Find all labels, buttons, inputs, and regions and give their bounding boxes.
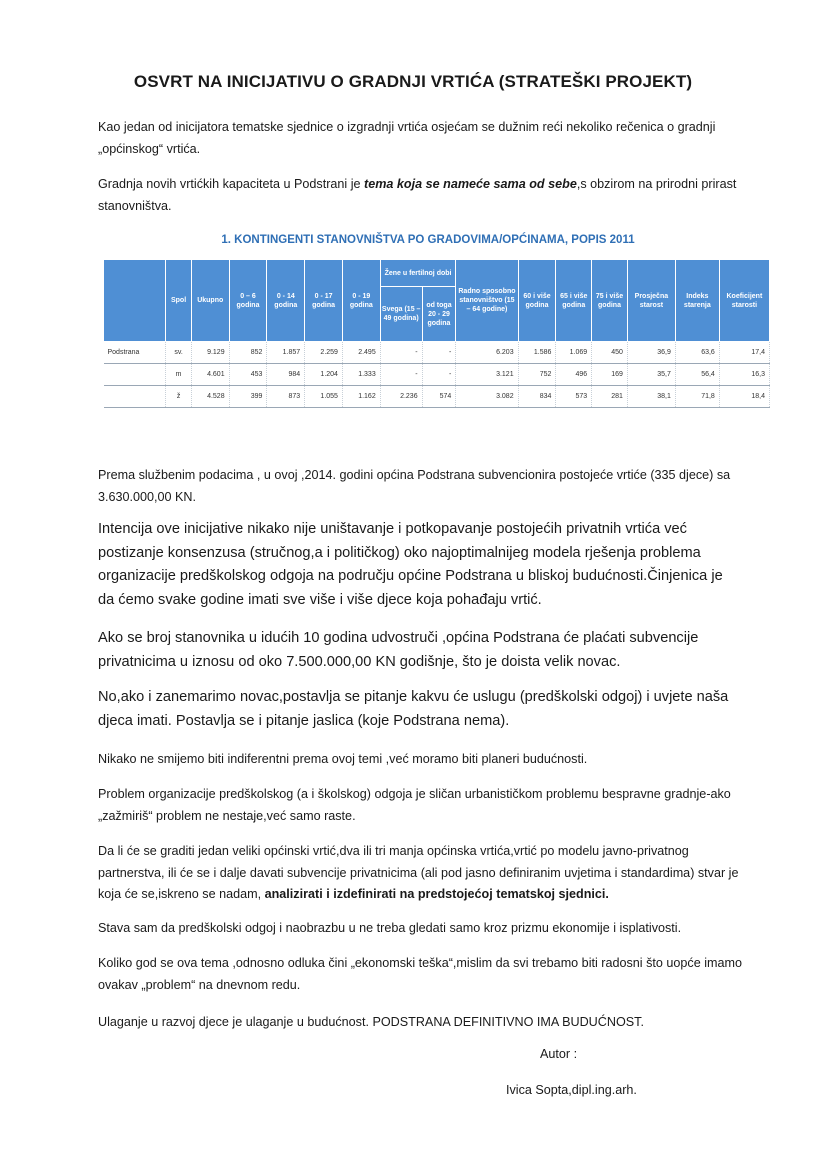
paragraph-economy: Stava sam da predškolski odgoj i naobrazbu u ne treba gledati samo kroz prizmu ekonomije i isplativosti. xyxy=(98,921,682,935)
cell-koef: 17,4 xyxy=(719,342,769,364)
paragraph-models-bold: analizirati i izdefinirati na predstojećoj tematskoj sjednici. xyxy=(264,887,609,901)
cell-ukupno: 4.528 xyxy=(191,386,229,408)
cell-0-14: 1.857 xyxy=(267,342,305,364)
cell-indeks: 56,4 xyxy=(675,364,719,386)
cell-svega: 2.236 xyxy=(380,386,422,408)
header-koef: Koeficijent starosti xyxy=(719,260,769,342)
paragraph-growth xyxy=(98,174,758,217)
header-indeks: Indeks starenja xyxy=(675,260,719,342)
paragraph-intention: Intencija ove inicijative nikako nije uništavanje i potkopavanje postojećih privatnih vrtića već postizanje konsenzusa (stručnog,a i političkog) oko najoptimalnijeg modela rješenja problema organizacije predškolskog odgoja na području općine Podstrana u bliskoj budućnosti.Činjenica je da ćemo svake godine imati sve više i više djece koja pohađaju vrtić. xyxy=(98,521,723,608)
paragraph-subsidies: Prema službenim podacima , u ovoj ,2014. godini općina Podstrana subvencionira postojeće vrtiće (335 djece) sa 3.630.000,00 KN. xyxy=(98,468,731,504)
author-name: Ivica Sopta,dipl.ing.arh. xyxy=(506,1083,637,1097)
cell-svega: - xyxy=(380,342,422,364)
paragraph-growth-emphasis: tema koja se nameće sama od sebe xyxy=(364,177,577,191)
cell-60: 752 xyxy=(518,364,556,386)
cell-radno: 3.082 xyxy=(456,386,518,408)
paragraph-population: Ako se broj stanovnika u idućih 10 godina udvostruči ,općina Podstrana će plaćati subvencije privatnicima u iznosu od oko 7.500.000,00 KN godišnje, što je doista velik novac. xyxy=(98,630,699,670)
header-prosjecna: Prosječna starost xyxy=(627,260,675,342)
intro-paragraph: Kao jedan od inicijatora tematske sjednice o izgradnji vrtića osjećam se dužnim reći nekoliko rečenica o gradnji „općinskog“ vrtića. xyxy=(98,120,716,156)
cell-60: 1.586 xyxy=(518,342,556,364)
cell-koef: 18,4 xyxy=(719,386,769,408)
header-0-6: 0 – 6 godina xyxy=(229,260,267,342)
paragraph-growth-text-2: ,s obzirom na prirodni prirast stanovništva. xyxy=(98,177,737,213)
cell-0-14: 873 xyxy=(267,386,305,408)
header-65: 65 i više godina xyxy=(556,260,592,342)
cell-indeks: 71,8 xyxy=(675,386,719,408)
cell-0-17: 1.204 xyxy=(305,364,343,386)
paragraph-planners: Nikako ne smijemo biti indiferentni prema ovoj temi ,već moramo biti planeri budućnosti. xyxy=(98,752,588,766)
header-svega: Svega (15 – 49 godina) xyxy=(380,287,422,342)
cell-name: Podstrana xyxy=(104,342,166,364)
header-0-19: 0 - 19 godina xyxy=(342,260,380,342)
paragraph-models-text: Da li će se graditi jedan veliki općinski vrtić,dva ili tri manja općinska vrtića,vrtić po modelu javno-privatnog partnerstva, ili će se i dalje davati subvencije privatnicima (ali pod jasno definiranim uvjetima i standardima) stvar je koja će se,iskreno se nadam, xyxy=(98,844,739,901)
author-label: Autor : xyxy=(540,1047,578,1061)
cell-75: 281 xyxy=(592,386,628,408)
table-row xyxy=(104,386,770,408)
cell-0-6: 852 xyxy=(229,342,267,364)
table-row xyxy=(104,364,770,386)
cell-name xyxy=(104,386,166,408)
header-60: 60 i više godina xyxy=(518,260,556,342)
header-0-14: 0 - 14 godina xyxy=(267,260,305,342)
cell-65: 496 xyxy=(556,364,592,386)
cell-svega: - xyxy=(380,364,422,386)
header-od-toga: od toga 20 - 29 godina xyxy=(422,287,456,342)
header-spol: Spol xyxy=(166,260,192,342)
header-0-17: 0 - 17 godina xyxy=(305,260,343,342)
cell-65: 573 xyxy=(556,386,592,408)
cell-od-toga: - xyxy=(422,342,456,364)
cell-koef: 16,3 xyxy=(719,364,769,386)
page-title: OSVRT NA INICIJATIVU O GRADNJI VRTIĆA (STRATEŠKI PROJEKT) xyxy=(133,72,693,91)
paragraph-money: No,ako i zanemarimo novac,postavlja se pitanje kakvu će uslugu (predškolski odgoj) i uvjete naša djeca imati. Postavlja se i pitanje jaslica (koje Podstrana nema). xyxy=(98,689,729,729)
cell-prosjecna: 38,1 xyxy=(627,386,675,408)
paragraph-future: Ulaganje u razvoj djece je ulaganje u budućnost. PODSTRANA DEFINITIVNO IMA BUDUĆNOST. xyxy=(98,1015,644,1029)
cell-prosjecna: 35,7 xyxy=(627,364,675,386)
cell-spol: ž xyxy=(166,386,192,408)
population-table xyxy=(103,259,770,408)
cell-od-toga: 574 xyxy=(422,386,456,408)
paragraph-problem: Problem organizacije predškolskog (a i školskog) odgoja je sličan urbanističkom problemu bespravne gradnje-ako „zažmiriš“ problem ne nestaje,već samo raste. xyxy=(98,787,731,823)
cell-0-6: 453 xyxy=(229,364,267,386)
header-empty xyxy=(104,260,166,342)
cell-spol: sv. xyxy=(166,342,192,364)
cell-0-14: 984 xyxy=(267,364,305,386)
cell-0-19: 1.162 xyxy=(342,386,380,408)
header-ukupno: Ukupno xyxy=(191,260,229,342)
table-row xyxy=(104,342,770,364)
cell-0-19: 1.333 xyxy=(342,364,380,386)
header-75: 75 i više godina xyxy=(592,260,628,342)
cell-prosjecna: 36,9 xyxy=(627,342,675,364)
cell-name xyxy=(104,364,166,386)
paragraph-growth-text-1: Gradnja novih vrtićkih kapaciteta u Podstrani je xyxy=(98,177,365,191)
header-radno: Radno sposobno stanovništvo (15 – 64 godine) xyxy=(456,260,518,342)
paragraph-problem-agenda: Koliko god se ova tema ,odnosno odluka čini „ekonomski teška“,mislim da svi trebamo biti radosni što uopće imamo ovakav „problem“ na dnevnom redu. xyxy=(98,956,742,992)
cell-0-6: 399 xyxy=(229,386,267,408)
header-zene: Žene u fertilnoj dobi xyxy=(380,260,456,287)
cell-0-17: 1.055 xyxy=(305,386,343,408)
cell-60: 834 xyxy=(518,386,556,408)
cell-spol: m xyxy=(166,364,192,386)
cell-indeks: 63,6 xyxy=(675,342,719,364)
table-title: 1. KONTINGENTI STANOVNIŠTVA PO GRADOVIMA/OPĆINAMA, POPIS 2011 xyxy=(221,234,635,246)
cell-radno: 6.203 xyxy=(456,342,518,364)
cell-75: 169 xyxy=(592,364,628,386)
cell-ukupno: 9.129 xyxy=(191,342,229,364)
cell-65: 1.069 xyxy=(556,342,592,364)
cell-0-19: 2.495 xyxy=(342,342,380,364)
cell-75: 450 xyxy=(592,342,628,364)
cell-od-toga: - xyxy=(422,364,456,386)
cell-radno: 3.121 xyxy=(456,364,518,386)
cell-ukupno: 4.601 xyxy=(191,364,229,386)
paragraph-models xyxy=(98,841,758,906)
cell-0-17: 2.259 xyxy=(305,342,343,364)
